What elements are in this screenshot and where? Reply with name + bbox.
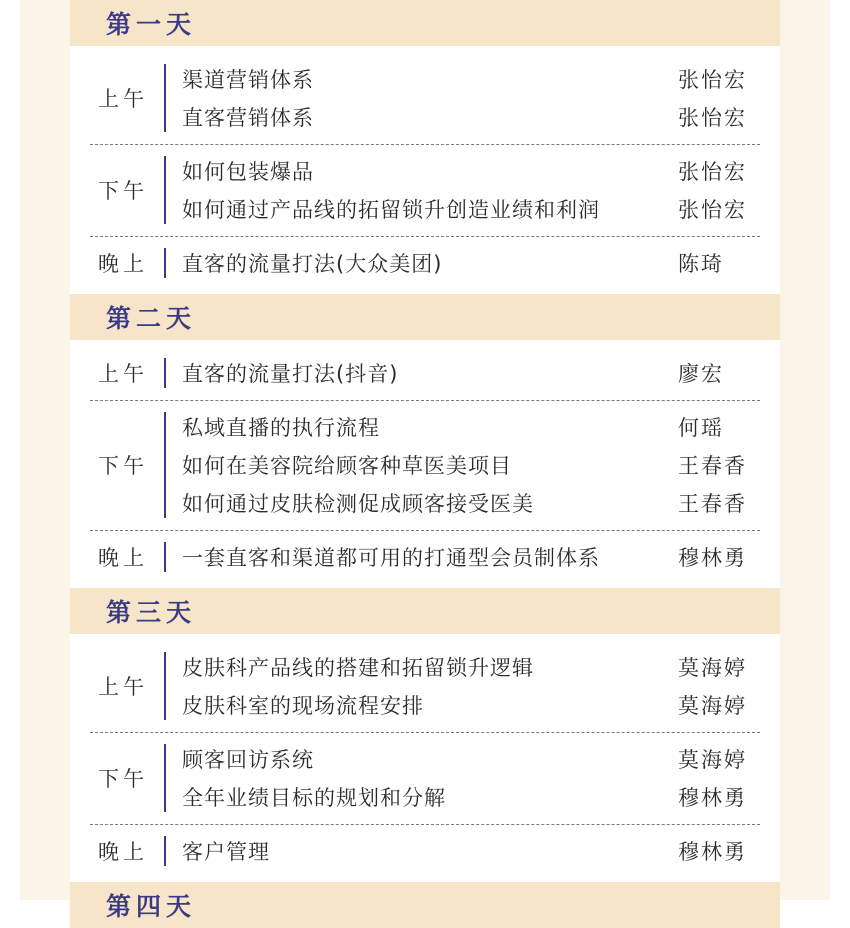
day-header: 第二天 xyxy=(70,294,780,340)
session-speaker: 穆林勇 xyxy=(678,840,747,864)
slot-items xyxy=(166,648,780,724)
session-item xyxy=(182,648,780,686)
time-slot xyxy=(70,400,780,530)
session-speaker: 张怡宏 xyxy=(678,160,747,184)
session-speaker: 张怡宏 xyxy=(678,106,747,130)
session-item xyxy=(182,408,780,446)
day-header: 第四天 xyxy=(70,882,780,928)
day-header: 第三天 xyxy=(70,588,780,634)
session-title: 客户管理 xyxy=(182,840,270,864)
session-speaker: 何瑶 xyxy=(678,416,724,440)
day-section xyxy=(70,0,780,294)
slot-label: 下午 xyxy=(98,179,148,203)
session-title: 皮肤科产品线的搭建和拓留锁升逻辑 xyxy=(182,656,534,680)
session-speaker: 莫海婷 xyxy=(678,694,747,718)
slot-items xyxy=(166,60,780,136)
session-item xyxy=(182,446,780,484)
session-title: 直客的流量打法(抖音) xyxy=(182,362,399,386)
session-title: 如何包装爆品 xyxy=(182,160,314,184)
slot-items xyxy=(166,740,780,816)
day-body xyxy=(70,634,780,882)
slot-items xyxy=(166,354,780,392)
session-speaker: 廖宏 xyxy=(678,362,724,386)
session-item xyxy=(182,354,780,392)
slot-label: 上午 xyxy=(98,87,148,111)
session-item xyxy=(182,484,780,522)
day-section xyxy=(70,882,780,928)
slot-label: 下午 xyxy=(98,767,148,791)
session-item xyxy=(182,538,780,576)
session-speaker: 穆林勇 xyxy=(678,786,747,810)
session-title: 顾客回访系统 xyxy=(182,748,314,772)
session-item xyxy=(182,98,780,136)
time-slot xyxy=(70,236,780,290)
session-speaker: 莫海婷 xyxy=(678,656,747,680)
session-item xyxy=(182,244,780,282)
time-slot xyxy=(70,640,780,732)
slot-items xyxy=(166,244,780,282)
session-title: 如何通过皮肤检测促成顾客接受医美 xyxy=(182,492,534,516)
session-item xyxy=(182,152,780,190)
session-item xyxy=(182,740,780,778)
slot-label: 晚上 xyxy=(98,840,148,864)
session-item xyxy=(182,60,780,98)
slot-items xyxy=(166,832,780,870)
time-slot xyxy=(70,732,780,824)
session-title: 直客的流量打法(大众美团) xyxy=(182,252,443,276)
time-slot xyxy=(70,530,780,584)
slot-label: 下午 xyxy=(98,454,148,478)
time-slot xyxy=(70,346,780,400)
session-item xyxy=(182,778,780,816)
slot-items xyxy=(166,408,780,522)
day-body xyxy=(70,46,780,294)
slot-items xyxy=(166,152,780,228)
slot-label: 上午 xyxy=(98,675,148,699)
slot-label: 上午 xyxy=(98,362,148,386)
session-title: 渠道营销体系 xyxy=(182,68,314,92)
slot-label: 晚上 xyxy=(98,252,148,276)
session-speaker: 王春香 xyxy=(678,492,747,516)
session-speaker: 陈琦 xyxy=(678,252,724,276)
slot-items xyxy=(166,538,780,576)
session-title: 一套直客和渠道都可用的打通型会员制体系 xyxy=(182,546,600,570)
session-title: 如何通过产品线的拓留锁升创造业绩和利润 xyxy=(182,198,600,222)
day-header: 第一天 xyxy=(70,0,780,46)
day-section xyxy=(70,588,780,882)
session-title: 皮肤科室的现场流程安排 xyxy=(182,694,424,718)
session-title: 直客营销体系 xyxy=(182,106,314,130)
schedule-panel xyxy=(70,0,780,921)
day-section xyxy=(70,294,780,588)
slot-label: 晚上 xyxy=(98,546,148,570)
session-item xyxy=(182,686,780,724)
day-body xyxy=(70,340,780,588)
session-title: 全年业绩目标的规划和分解 xyxy=(182,786,446,810)
session-item xyxy=(182,832,780,870)
time-slot xyxy=(70,824,780,878)
session-speaker: 王春香 xyxy=(678,454,747,478)
session-speaker: 张怡宏 xyxy=(678,198,747,222)
session-title: 私域直播的执行流程 xyxy=(182,416,380,440)
time-slot xyxy=(70,52,780,144)
time-slot xyxy=(70,144,780,236)
session-speaker: 张怡宏 xyxy=(678,68,747,92)
session-speaker: 莫海婷 xyxy=(678,748,747,772)
session-speaker: 穆林勇 xyxy=(678,546,747,570)
session-item xyxy=(182,190,780,228)
session-title: 如何在美容院给顾客种草医美项目 xyxy=(182,454,512,478)
